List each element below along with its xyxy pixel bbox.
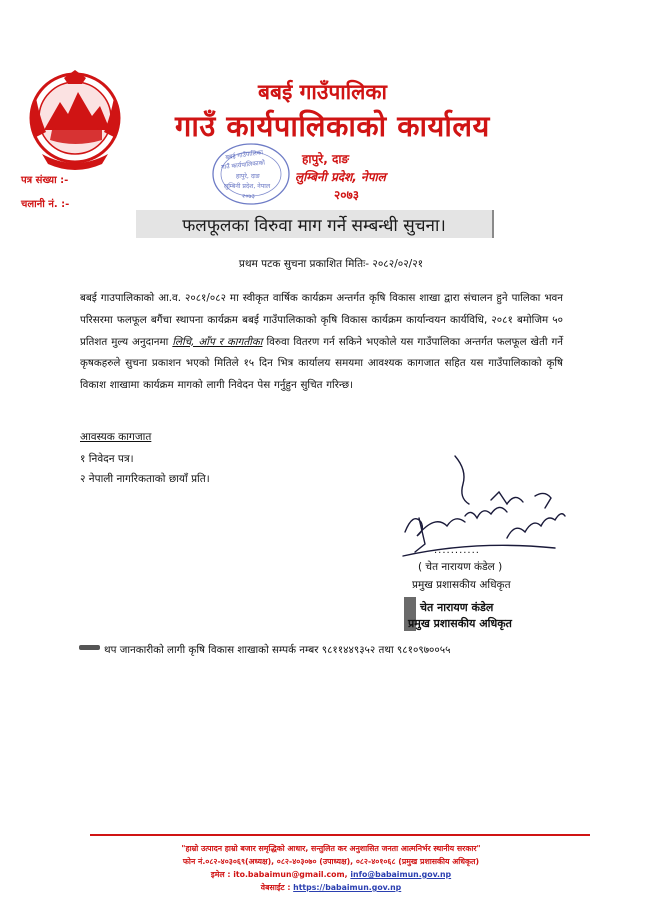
required-documents-heading: आवस्यक कागजात	[80, 431, 152, 443]
seal-line-2: गाउँ कार्यपालिकाको	[220, 159, 266, 172]
email-primary: ito.babaimun@gmail.com,	[233, 870, 348, 879]
signer-name: ( चेत नारायण कंडेल )	[418, 561, 503, 573]
seal-line-3: हापुरे, दाङ	[236, 173, 260, 180]
footer-website	[0, 883, 662, 893]
footer-phone: फोन नं.०८२-४०३०६९(अध्यक्ष), ०८२-४०३०७० (उपाध्यक्ष), ०८२-४०१०६८ (प्रमुख प्रशासकीय अधिकृत)	[182, 857, 480, 866]
office-province: लुम्बिनी प्रदेश, नेपाल	[295, 170, 386, 184]
email-link[interactable]: info@babaimun.gov.np	[350, 870, 452, 879]
body-text-highlight: लिचि, आँप र कागतीका	[172, 335, 263, 348]
contact-note: थप जानकारीको लागी कृषि विकास शाखाको सम्पर्क नम्बर ९८११४४९३५२ तथा ९८१०९७००५५	[104, 644, 451, 656]
municipality-name: बबई गाउँपालिका	[258, 80, 387, 104]
signature-dots: ...........	[434, 545, 480, 556]
seal-line-5: २०७३	[242, 193, 255, 200]
nepal-emblem-icon	[22, 68, 128, 174]
office-seal-icon	[210, 140, 292, 208]
seal-line-4: लुम्बिनी प्रदेश, नेपाल	[224, 183, 271, 190]
dispatch-number-label: चलानी नं. :-	[21, 199, 70, 210]
seal-line-1: बबई गाउँपालिका	[225, 149, 264, 162]
published-date-line: प्रथम पटक सुचना प्रकाशित मितिः- २०८२/०२/२१	[238, 258, 424, 270]
office-address: हापुरे, दाङ	[302, 152, 350, 166]
notice-body	[80, 288, 563, 397]
website-link[interactable]: https://babaimun.gov.np	[293, 883, 402, 892]
letter-number-label: पत्र संख्या :-	[21, 175, 69, 186]
signer-title: प्रमुख प्रशासकीय अधिकृत	[412, 579, 511, 591]
body-text-before: बबई गाउपालिकाको आ.व. २०८१/०८२ मा स्वीकृत वार्षिक कार्यक्रम अन्तर्गत कृषि विकास शाखा द्वारा संचालन हुने पालिका भवन परिसरमा फलफूल बगैंचा स्थापना कार्यक्रम बबई गाउँपालिकाको कृषि विकास कार्यक्रम कार्यान्वयन कार्यविधि, २०८१ बमोजिम ५० प्रतिशत मुल्य अनुदानमा	[80, 292, 563, 348]
footer-motto: "हाम्रो उत्पादन हाम्रो बजार समृद्धिको आधार, सन्तुलित कर अनुशासित जनता आत्मनिर्भर स्थानीय सरकार"	[181, 844, 481, 853]
email-label: इमेल :	[210, 870, 231, 879]
office-title: गाउँ कार्यपालिकाको कार्यालय	[175, 109, 490, 143]
established-year: २०७३	[334, 188, 359, 202]
handwritten-signature-icon	[395, 452, 570, 562]
footer-divider	[90, 834, 590, 836]
document-item: १ निवेदन पत्र।	[80, 453, 134, 465]
stamp-name: चेत नारायण कंडेल	[420, 601, 494, 614]
website-label: वेबसाईट :	[260, 883, 291, 892]
body-text-after: विरुवा वितरण गर्न सकिने भएकोले यस गाउँपालिका अन्तर्गत फलफूल खेती गर्ने कृषकहरुले सुचना प्रकाशन भएको मितिले १५ दिन भित्र कार्यालय समयमा आवश्यक कागजात सहित यस गाउँपालिकाको कृषि विकाश शाखामा कार्यक्रम मागको लागी निवेदन पेस गर्नुहुन सुचित गरिन्छ।	[80, 335, 563, 392]
notice-subject: फलफूलका विरुवा माग गर्ने सम्बन्धी सुचना।	[136, 210, 494, 238]
document-item: २ नेपाली नागरिकताको छायाँ प्रति।	[80, 473, 210, 485]
stamp-title: प्रमुख प्रशासकीय अधिकृत	[408, 617, 512, 630]
footer-email	[0, 870, 662, 880]
